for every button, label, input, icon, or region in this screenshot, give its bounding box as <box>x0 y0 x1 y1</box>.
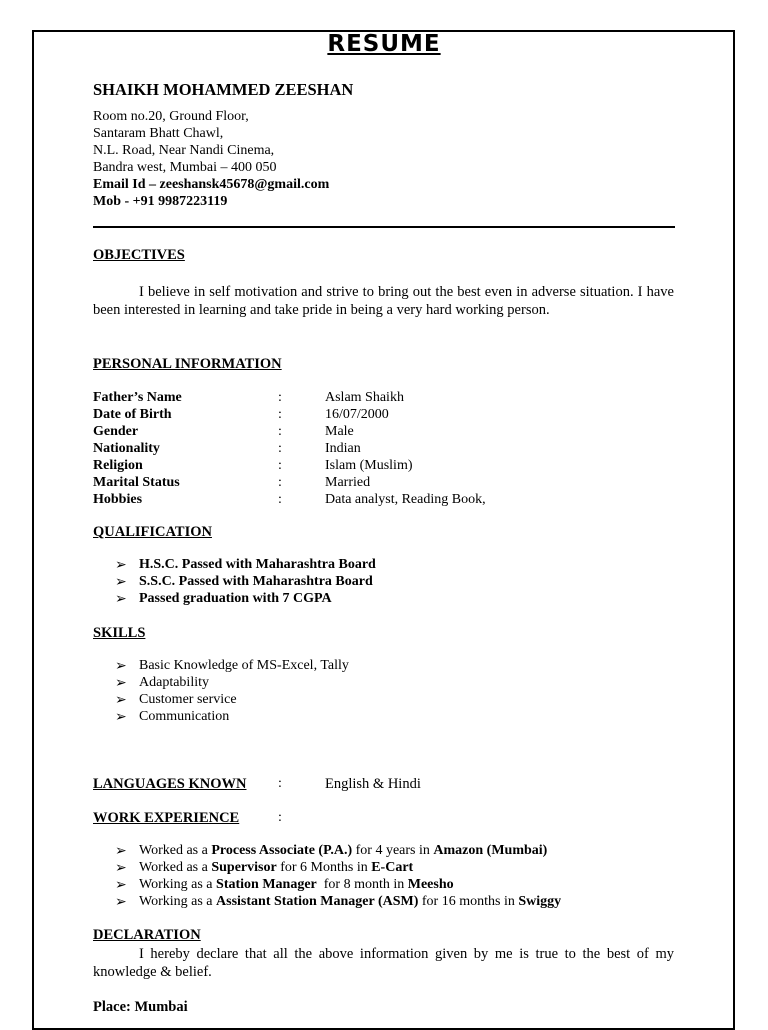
personal-info-label: Religion <box>93 458 143 473</box>
work-company: Swiggy <box>518 894 562 909</box>
personal-info-separator: : <box>278 424 282 439</box>
work-role: Supervisor <box>211 860 277 875</box>
personal-info-label: Hobbies <box>93 492 143 507</box>
arrow-bullet-icon: ➢ <box>115 693 127 708</box>
personal-info-label: Father’s Name <box>93 390 182 405</box>
personal-info-separator: : <box>278 407 282 422</box>
qualification-item-text: H.S.C. Passed with Maharashtra Board <box>139 557 376 572</box>
arrow-bullet-icon: ➢ <box>115 592 127 607</box>
work-prefix: Working as a <box>139 877 217 892</box>
address-line: N.L. Road, Near Nandi Cinema, <box>93 143 275 158</box>
personal-info-label: Gender <box>93 424 139 439</box>
skill-item-text: Communication <box>139 709 230 724</box>
work-separator: : <box>278 810 282 825</box>
work-duration: for 6 Months in <box>276 860 372 875</box>
declaration-heading: DECLARATION <box>93 927 201 943</box>
declaration-text: I hereby declare that all the above information given by me is true to the best of my knowledge & belief. <box>93 946 674 980</box>
work-duration: for 8 month in <box>316 877 408 892</box>
personal-info-value: Islam (Muslim) <box>325 458 413 473</box>
arrow-bullet-icon: ➢ <box>115 558 127 573</box>
personal-info-separator: : <box>278 390 282 405</box>
work-duration: for 16 months in <box>418 894 519 909</box>
arrow-bullet-icon: ➢ <box>115 676 127 691</box>
arrow-bullet-icon: ➢ <box>115 710 127 725</box>
arrow-bullet-icon: ➢ <box>115 575 127 590</box>
personal-info-value: Data analyst, Reading Book, <box>325 492 486 507</box>
address-line: Room no.20, Ground Floor, <box>93 109 249 124</box>
personal-info-separator: : <box>278 458 282 473</box>
personal-info-separator: : <box>278 492 282 507</box>
arrow-bullet-icon: ➢ <box>115 861 127 876</box>
qualification-heading: QUALIFICATION <box>93 524 212 540</box>
qualification-item-text: S.S.C. Passed with Maharashtra Board <box>139 574 373 589</box>
resume-title: RESUME <box>327 31 441 57</box>
personal-info-label: Date of Birth <box>93 407 172 422</box>
work-company: Amazon (Mumbai) <box>433 843 548 858</box>
languages-heading: LANGUAGES KNOWN <box>93 776 247 792</box>
place-line: Place: Mumbai <box>93 999 188 1015</box>
personal-info-value: Married <box>325 475 371 490</box>
personal-info-value: Aslam Shaikh <box>325 390 404 405</box>
work-role: Process Associate (P.A.) <box>211 843 353 858</box>
qualification-item-text: Passed graduation with 7 CGPA <box>139 591 332 606</box>
header-divider <box>93 226 675 228</box>
work-role: Assistant Station Manager (ASM) <box>216 894 419 909</box>
mobile-line: Mob - +91 9987223119 <box>93 194 228 209</box>
work-item-text <box>139 894 561 910</box>
work-item-text <box>139 843 547 859</box>
work-experience-heading: WORK EXPERIENCE <box>93 810 240 826</box>
personal-info-label: Nationality <box>93 441 160 456</box>
personal-info-separator: : <box>278 441 282 456</box>
skill-item-text: Basic Knowledge of MS-Excel, Tally <box>139 658 349 673</box>
work-company: Meesho <box>407 877 454 892</box>
work-item-text <box>139 877 454 893</box>
work-role: Station Manager <box>216 877 317 892</box>
skill-item-text: Customer service <box>139 692 237 707</box>
objectives-heading: OBJECTIVES <box>93 247 185 263</box>
work-item-text <box>139 860 413 876</box>
arrow-bullet-icon: ➢ <box>115 895 127 910</box>
personal-info-label: Marital Status <box>93 475 180 490</box>
skill-item-text: Adaptability <box>139 675 209 690</box>
arrow-bullet-icon: ➢ <box>115 844 127 859</box>
objectives-text: I believe in self motivation and strive to bring out the best even in adverse situation. I have been interested in learning and take pride in being a very hard working person. <box>93 284 674 318</box>
arrow-bullet-icon: ➢ <box>115 878 127 893</box>
skills-heading: SKILLS <box>93 625 146 641</box>
arrow-bullet-icon: ➢ <box>115 659 127 674</box>
personal-info-value: 16/07/2000 <box>325 407 389 422</box>
work-prefix: Worked as a <box>139 843 212 858</box>
address-line: Santaram Bhatt Chawl, <box>93 126 224 141</box>
work-prefix: Working as a <box>139 894 217 909</box>
personal-info-heading: PERSONAL INFORMATION <box>93 356 282 372</box>
languages-separator: : <box>278 776 282 791</box>
personal-info-value: Indian <box>325 441 361 456</box>
contact-block <box>93 108 329 210</box>
email-line: Email Id – zeeshansk45678@gmail.com <box>93 177 330 192</box>
personal-info-value: Male <box>325 424 354 439</box>
candidate-name: SHAIKH MOHAMMED ZEESHAN <box>93 80 354 99</box>
work-prefix: Worked as a <box>139 860 212 875</box>
work-duration: for 4 years in <box>352 843 434 858</box>
languages-value: English & Hindi <box>325 776 421 792</box>
personal-info-separator: : <box>278 475 282 490</box>
address-line: Bandra west, Mumbai – 400 050 <box>93 160 277 175</box>
work-company: E-Cart <box>371 860 414 875</box>
